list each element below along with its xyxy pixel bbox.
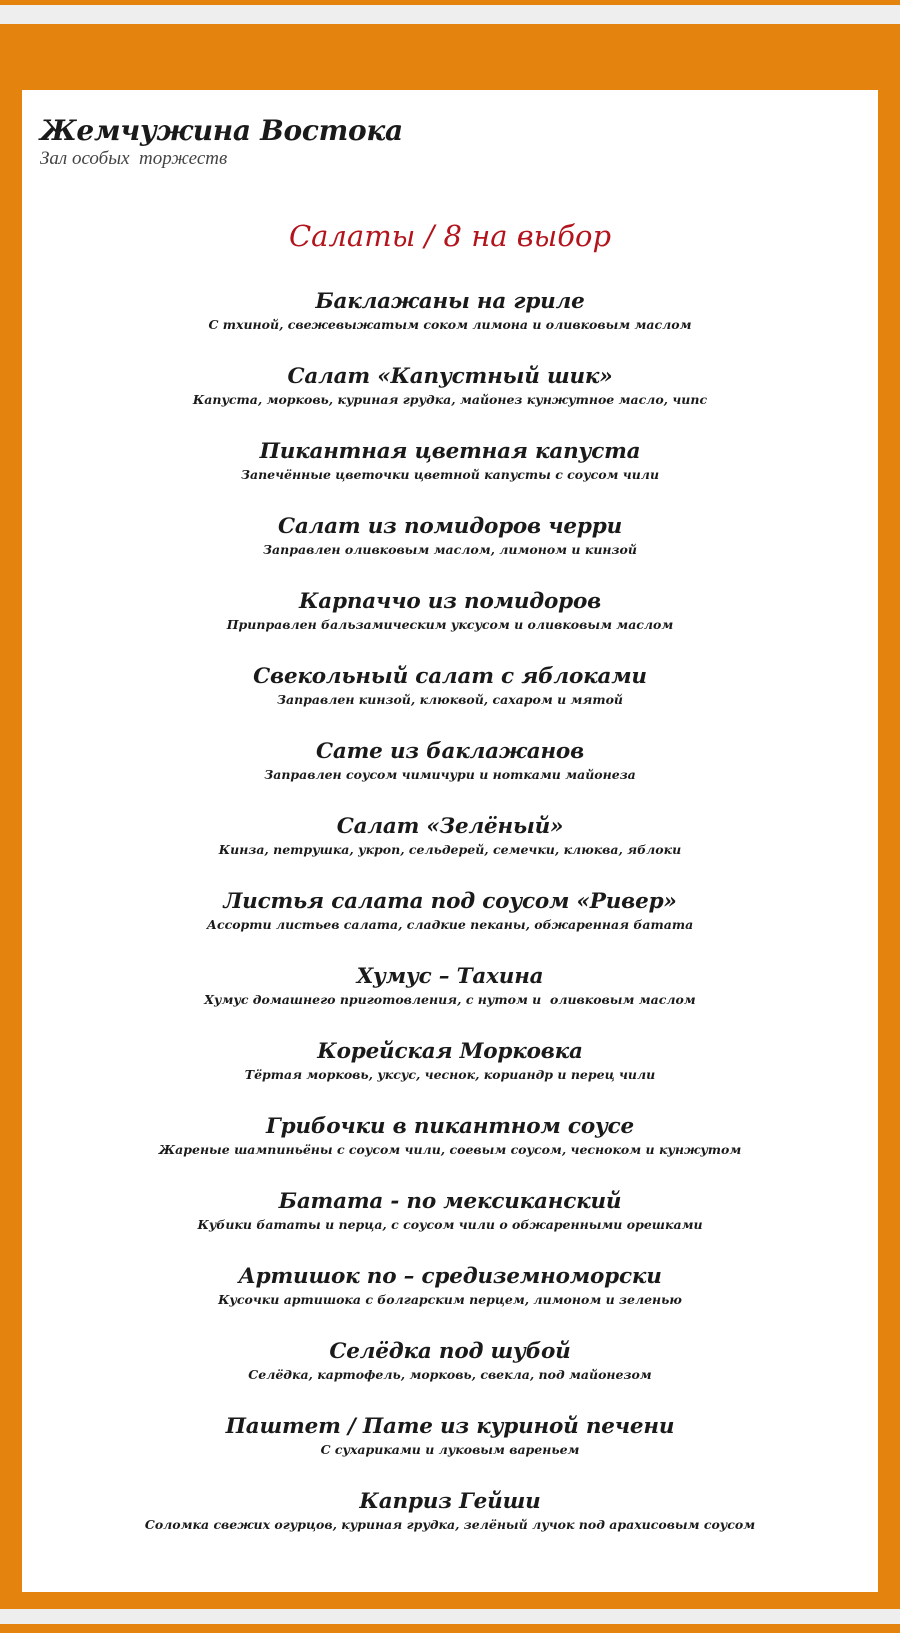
menu-item-description: Заправлен оливковым маслом, лимоном и кинзой xyxy=(263,542,637,557)
menu-item-name: Сате из баклажанов xyxy=(315,739,584,764)
menu-item xyxy=(22,813,878,888)
brand-block xyxy=(40,114,403,170)
menu-item xyxy=(22,438,878,513)
menu-item-description: Приправлен бальзамическим уксусом и оливковым маслом xyxy=(226,617,674,632)
menu-item xyxy=(22,663,878,738)
menu-item xyxy=(22,888,878,963)
menu-item-description: Кубики бататы и перца, с соусом чили о обжаренными орешками xyxy=(197,1217,703,1232)
restaurant-subtitle: Зал особых торжеств xyxy=(40,148,228,169)
menu-item xyxy=(22,363,878,438)
menu-item-description: Кинза, петрушка, укроп, сельдерей, семечки, клюква, яблоки xyxy=(218,842,682,857)
menu-item xyxy=(22,1188,878,1263)
menu-item xyxy=(22,1113,878,1188)
menu-item xyxy=(22,738,878,813)
menu-item-description: Селёдка, картофель, морковь, свекла, под майонезом xyxy=(248,1367,652,1382)
menu-item-name: Карпаччо из помидоров xyxy=(298,589,602,614)
menu-item-description: Заправлен кинзой, клюквой, сахаром и мятой xyxy=(276,692,623,707)
menu-item xyxy=(22,513,878,588)
menu-item-description: С тхиной, свежевыжатым соком лимона и оливковым маслом xyxy=(208,317,692,332)
menu-item-description: Жареные шампиньёны с соусом чили, соевым соусом, чесноком и кунжутом xyxy=(158,1142,742,1157)
menu-item-description: Капуста, морковь, куриная грудка, майонез кунжутное масло, чипс xyxy=(192,392,708,407)
menu-item-name: Салат из помидоров черри xyxy=(277,514,623,539)
menu-item-description: Запечённые цветочки цветной капусты с соусом чили xyxy=(240,467,660,482)
menu-item-name: Хумус – Тахина xyxy=(356,964,544,989)
menu-item xyxy=(22,288,878,363)
menu-item xyxy=(22,1413,878,1488)
restaurant-name: Жемчужина Востока xyxy=(40,114,403,147)
menu-item-description: Хумус домашнего приготовления, с нутом и оливковым маслом xyxy=(204,992,696,1007)
menu-item-name: Баклажаны на гриле xyxy=(315,289,585,314)
menu-frame xyxy=(0,24,900,1609)
menu-item-description: Тёртая морковь, уксус, чеснок, кориандр и перец чили xyxy=(244,1067,656,1082)
menu-item-name: Свекольный салат с яблоками xyxy=(253,664,647,689)
menu-items-list xyxy=(22,288,878,1563)
menu-item-name: Грибочки в пикантном соусе xyxy=(266,1114,634,1139)
top-accent-strip xyxy=(0,0,900,5)
menu-item xyxy=(22,1038,878,1113)
bottom-accent-strip xyxy=(0,1624,900,1633)
menu-item xyxy=(22,1338,878,1413)
menu-item-name: Пикантная цветная капуста xyxy=(259,439,641,464)
menu-item-name: Селёдка под шубой xyxy=(329,1339,571,1364)
menu-item-name: Салат «Зелёный» xyxy=(336,814,564,839)
menu-item-description: Ассорти листьев салата, сладкие пеканы, обжаренная батата xyxy=(206,917,694,932)
menu-item xyxy=(22,588,878,663)
menu-item-name: Батата - по мексиканский xyxy=(278,1189,622,1214)
menu-sheet xyxy=(22,90,878,1592)
menu-item-name: Артишок по – средиземноморски xyxy=(238,1264,662,1289)
section-title: Салаты / 8 на выбор xyxy=(288,219,612,253)
menu-item xyxy=(22,963,878,1038)
menu-item-description: С сухариками и луковым вареньем xyxy=(320,1442,580,1457)
menu-item xyxy=(22,1488,878,1563)
menu-item-description: Соломка свежих огурцов, куриная грудка, зелёный лучок под арахисовым соусом xyxy=(144,1517,756,1532)
menu-item xyxy=(22,1263,878,1338)
menu-item-name: Салат «Капустный шик» xyxy=(287,364,613,389)
menu-item-name: Корейская Морковка xyxy=(317,1039,583,1064)
menu-item-description: Заправлен соусом чимичури и нотками майонеза xyxy=(264,767,636,782)
menu-item-name: Каприз Гейши xyxy=(359,1489,541,1514)
menu-item-description: Кусочки артишока с болгарским перцем, лимоном и зеленью xyxy=(218,1292,682,1307)
menu-item-name: Листья салата под соусом «Ривер» xyxy=(223,889,677,914)
menu-item-name: Паштет / Пате из куриной печени xyxy=(225,1414,675,1439)
